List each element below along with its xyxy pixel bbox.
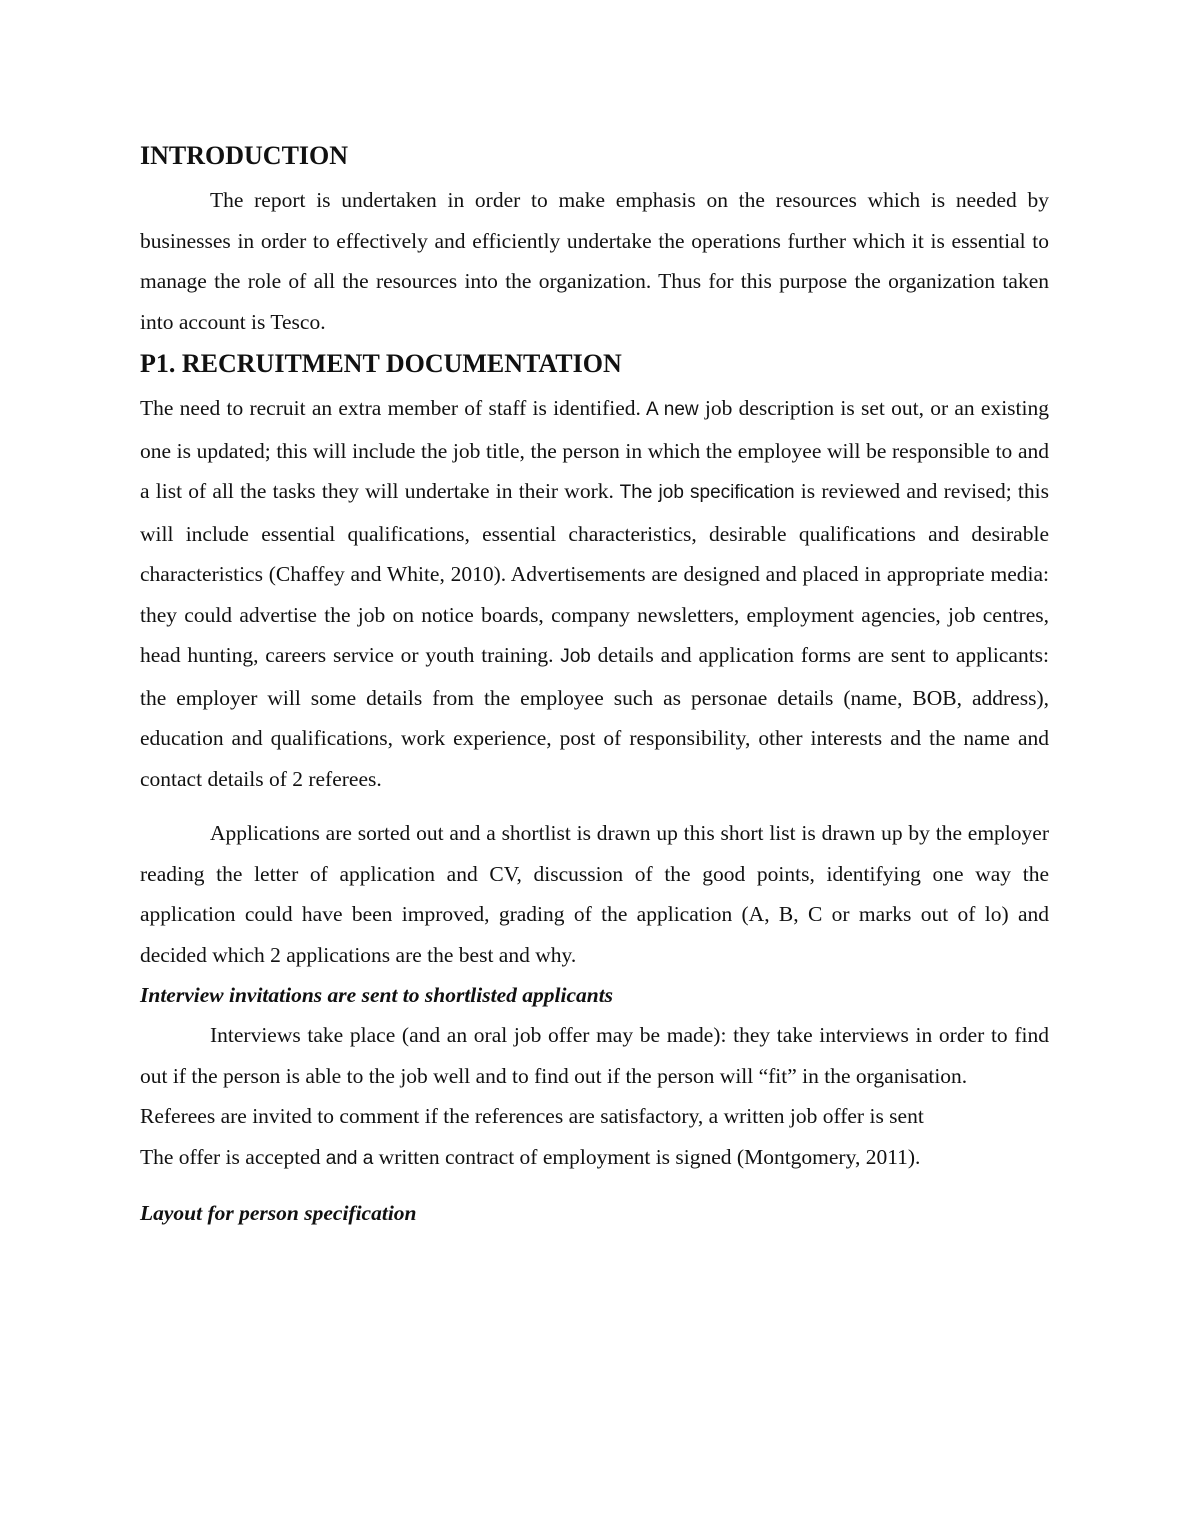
intro-heading: INTRODUCTION: [140, 141, 349, 170]
offer-line: [140, 1137, 1049, 1180]
interview-paragraph: Interviews take place (and an oral job offer may be made): they take interviews in order to find out if the person is able to the job well and to find out if the person will “fit” in the organisation.: [140, 1023, 1049, 1088]
document-page: [140, 136, 1049, 1233]
offer-text-2: and a: [320, 1147, 374, 1169]
recruitment-text-2: A new: [640, 399, 699, 420]
recruitment-text-7: details and application forms are sent to applicants: the employer will some details from the employee such as personae details (name, BOB, address), education and qualifications, work experience, post of responsibility, other interests and the name and contact details of 2 referees.: [140, 643, 1050, 791]
recruitment-text-6: Job: [553, 646, 591, 667]
referees-line: Referees are invited to comment if the references are satisfactory, a written job offer is sent: [140, 1104, 924, 1128]
recruitment-text-5: is reviewed and revised; this will include essential qualifications, essential characteristics, desirable qualifications and desirable characteristics (Chaffey and White, 2010). Advertisements are designed and placed in appropriate media: they could advertise the job on notice boards, company newsletters, employment agencies, job centres, head hunting, careers service or youth training.: [140, 479, 1049, 667]
interview-subheading: Interview invitations are sent to shortlisted applicants: [140, 983, 614, 1007]
shortlist-paragraph: Applications are sorted out and a shortlist is drawn up this short list is drawn up by the employer reading the letter of application and CV, discussion of the good points, identifying one way the application could have been improved, grading of the application (A, B, C or marks out of lo) and decided which 2 applications are the best and why.: [140, 821, 1049, 967]
recruitment-text-3: job description is set out, or an existing one is updated; this will include the job title, the person in which the employee will be responsible to and a list of all the tasks they will undertake in their work.: [140, 396, 1049, 503]
intro-paragraph: The report is undertaken in order to make emphasis on the resources which is needed by businesses in order to effectively and efficiently undertake the operations further which it is essential to manage the role of all the resources into the organization. Thus for this purpose the organization taken into account is Tesco.: [140, 188, 1049, 334]
offer-text-3: written contract of employment is signed (Montgomery, 2011).: [373, 1144, 921, 1169]
recruitment-paragraph: [140, 388, 1049, 799]
offer-text-1: The offer is accepted: [140, 1144, 321, 1169]
layout-subheading: Layout for person specification: [140, 1201, 417, 1225]
recruitment-text-1: The need to recruit an extra member of staff is identified.: [140, 396, 641, 420]
recruitment-text-4: The job specification: [613, 482, 795, 503]
recruitment-heading: P1. RECRUITMENT DOCUMENTATION: [140, 349, 622, 378]
